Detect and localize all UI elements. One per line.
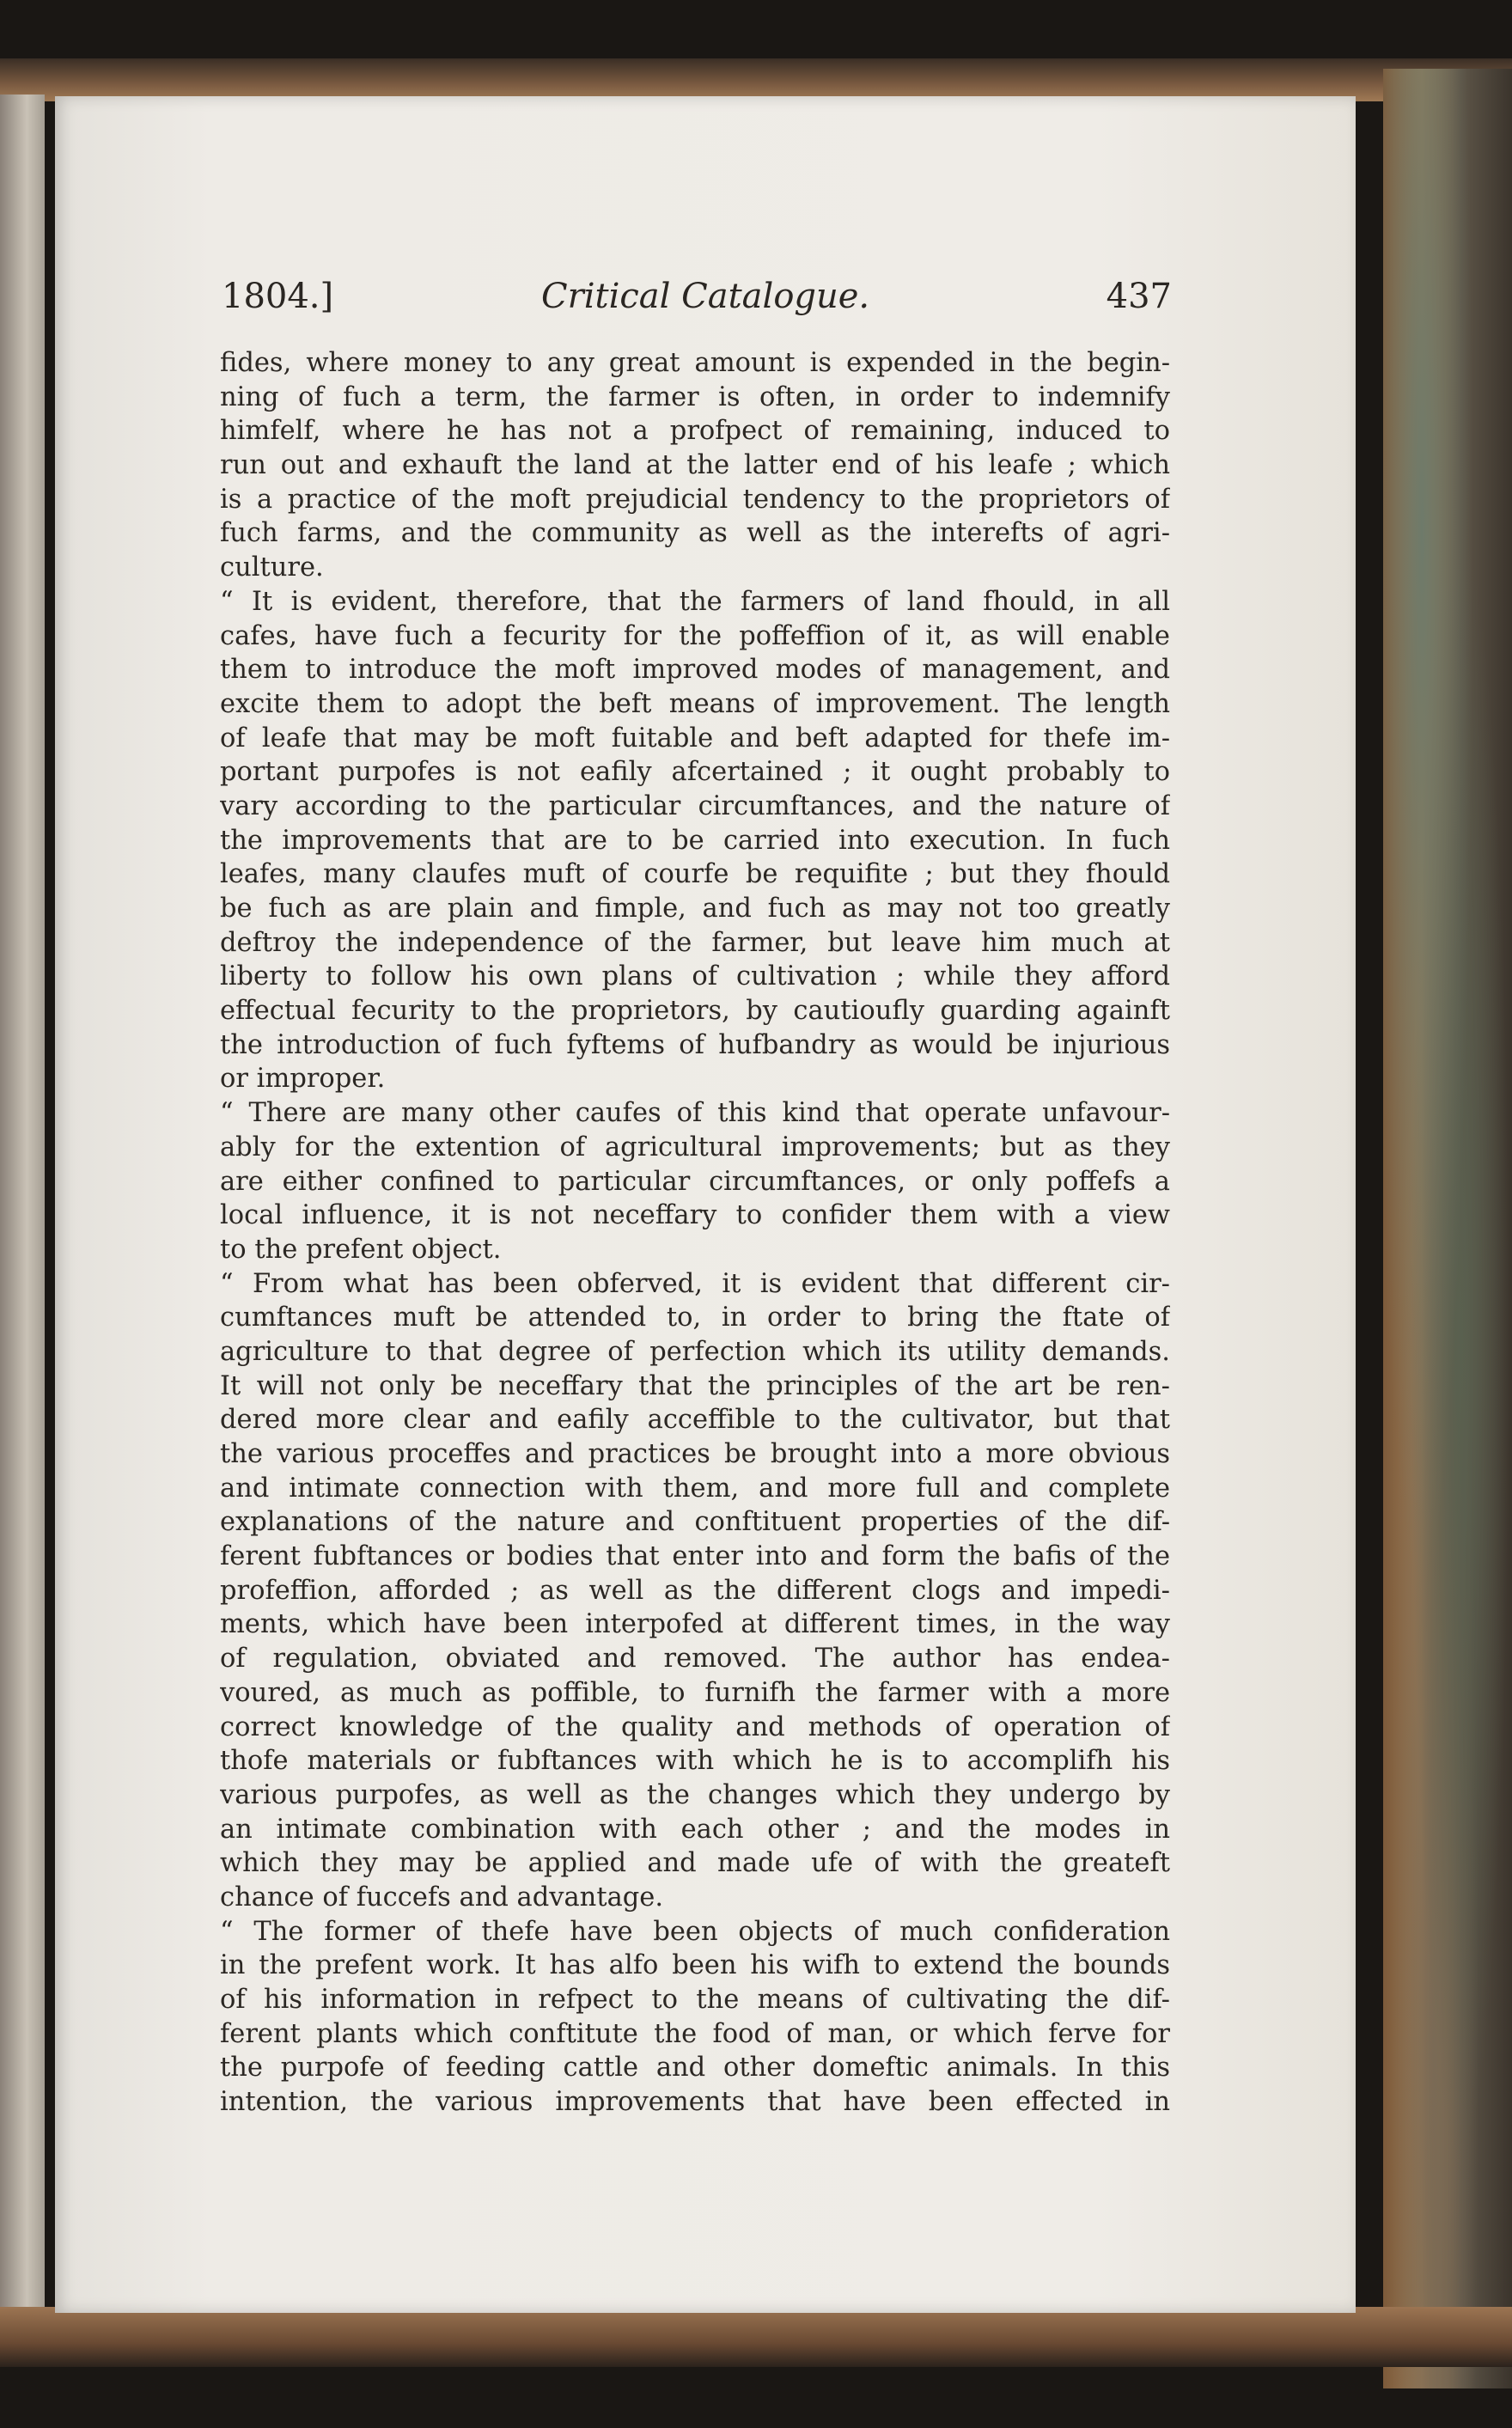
header-year: 1804.] (222, 277, 334, 316)
text-line: It will not only be neceffary that the principles of the art be ren- (220, 1370, 1170, 1401)
text-line: “ From what has been obferved, it is evident that different cir- (220, 1268, 1170, 1299)
text-line: or improper. (220, 1064, 386, 1095)
text-line: fides, where money to any great amount is expended in the begin- (220, 348, 1170, 378)
text-line: deftroy the independence of the farmer, but leave him much at (220, 927, 1170, 958)
text-line: cafes, have fuch a fecurity for the poffeffion of it, as will enable (220, 620, 1170, 651)
text-line: vary according to the particular circumftances, and the nature of (220, 790, 1170, 821)
text-line: dered more clear and eafily acceffible to the cultivator, but that (220, 1405, 1170, 1436)
text-line: the purpofe of feeding cattle and other domeftic animals. In this (220, 2053, 1170, 2083)
text-line: fuch farms, and the community as well as the interefts of agri- (220, 518, 1170, 549)
text-line: explanations of the nature and conftituent properties of the dif- (220, 1507, 1170, 1538)
text-line: to the prefent object. (220, 1234, 502, 1265)
text-line: them to introduce the moft improved modes of management, and (220, 655, 1170, 686)
text-line: local influence, it is not neceffary to confider them with a view (220, 1200, 1170, 1231)
book-cover-top-edge (0, 58, 1512, 101)
text-line: be fuch as are plain and fimple, and fuch as may not too greatly (220, 894, 1170, 924)
text-line: voured, as much as poffible, to furnifh the farmer with a more (220, 1677, 1170, 1708)
text-line: and intimate connection with them, and more full and complete (220, 1473, 1170, 1504)
text-line: which they may be applied and made ufe of with the greateft (220, 1848, 1170, 1879)
text-line: the various proceffes and practices be brought into a more obvious (220, 1439, 1170, 1469)
text-line: cumftances muft be attended to, in order to bring the ftate of (220, 1302, 1170, 1333)
text-line: the improvements that are to be carried into execution. In fuch (220, 825, 1170, 856)
header-title: Critical Catalogue. (541, 277, 870, 316)
text-line: “ It is evident, therefore, that the farmers of land fhould, in all (220, 586, 1170, 617)
text-line: chance of fuccefs and advantage. (220, 1882, 664, 1913)
text-line: ning of fuch a term, the farmer is often, in order to indemnify (220, 381, 1170, 412)
text-line: of leafe that may be moft fuitable and beft adapted for thefe im- (220, 723, 1170, 753)
text-line: ferent fubftances or bodies that enter into and form the bafis of the (220, 1541, 1170, 1572)
text-line: agriculture to that degree of perfection which its utility demands. (220, 1336, 1170, 1367)
text-line: ably for the extention of agricultural improvements; but as they (220, 1132, 1170, 1162)
running-header (222, 277, 1172, 328)
text-line: profeffion, afforded ; as well as the different clogs and impedi- (220, 1575, 1170, 1606)
text-line: thofe materials or fubftances with which he is to accomplifh his (220, 1746, 1170, 1777)
text-line: of regulation, obviated and removed. The author has endea- (220, 1644, 1170, 1675)
text-line: ferent plants which conftitute the food of man, or which ferve for (220, 2018, 1170, 2049)
marbled-cover-board (1383, 69, 1512, 2388)
text-line: of his information in refpect to the means of cultivating the dif- (220, 1985, 1170, 2015)
body-text (220, 346, 1170, 2120)
text-line: various purpofes, as well as the changes which they undergo by (220, 1779, 1170, 1810)
text-line: “ There are many other caufes of this kind that operate unfavour- (220, 1098, 1170, 1129)
text-line: leafes, many claufes muft of courfe be requifite ; but they fhould (220, 859, 1170, 890)
facing-page-edge (0, 95, 45, 2328)
text-line: the introduction of fuch fyftems of hufbandry as would be injurious (220, 1029, 1170, 1060)
text-line: effectual fecurity to the proprietors, by cautioufly guarding againft (220, 996, 1170, 1027)
text-line: an intimate combination with each other ; and the modes in (220, 1814, 1170, 1845)
page-number: 437 (1106, 277, 1172, 316)
text-line: is a practice of the moft prejudicial tendency to the proprietors of (220, 484, 1170, 515)
text-line: culture. (220, 552, 324, 583)
text-line: intention, the various improvements that have been effected in (220, 2087, 1170, 2118)
text-line: “ The former of thefe have been objects of much confideration (220, 1916, 1170, 1947)
text-line: are either confined to particular circumftances, or only poffefs a (220, 1166, 1170, 1197)
text-line: himfelf, where he has not a profpect of remaining, induced to (220, 416, 1170, 447)
text-line: in the prefent work. It has alfo been his wifh to extend the bounds (220, 1950, 1170, 1981)
text-line: correct knowledge of the quality and methods of operation of (220, 1711, 1170, 1742)
book-cover-bottom-edge (0, 2307, 1512, 2367)
text-line: excite them to adopt the beft means of improvement. The length (220, 688, 1170, 719)
text-line: liberty to follow his own plans of cultivation ; while they afford (220, 961, 1170, 992)
text-line: run out and exhauft the land at the latter end of his leafe ; which (220, 450, 1170, 481)
text-line: portant purpofes is not eafily afcertained ; it ought probably to (220, 757, 1170, 788)
text-line: ments, which have been interpofed at different times, in the way (220, 1609, 1170, 1640)
